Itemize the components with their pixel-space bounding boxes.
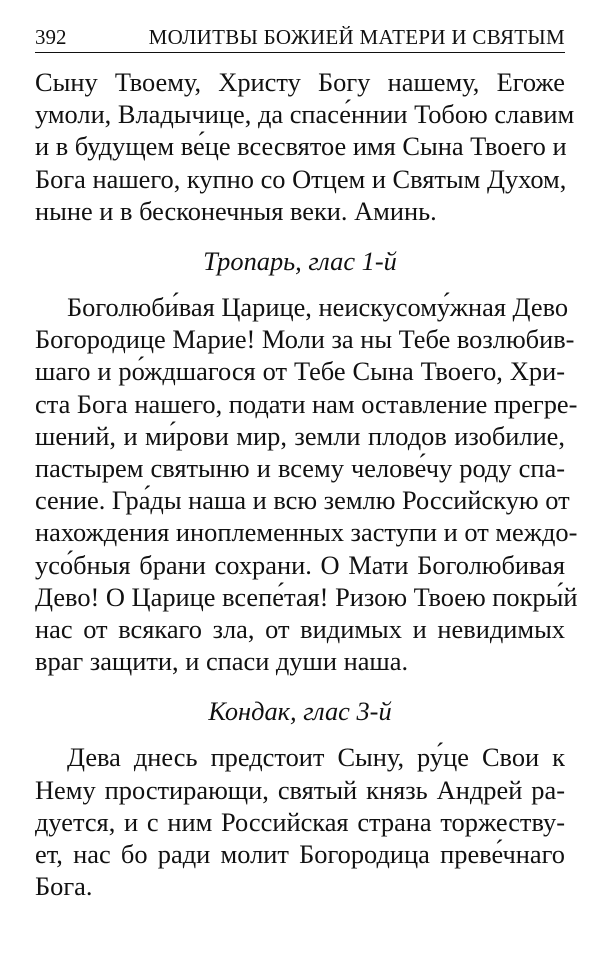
prayer-ending-paragraph [35, 66, 575, 227]
section-title: МОЛИТВЫ БОЖИЕЙ МАТЕРИ И СВЯТЫМ [148, 25, 565, 49]
text-line: Дево! О Царице всепе́тая! Ризою Твоею покры́й [35, 581, 578, 612]
troparion-paragraph [35, 291, 578, 677]
text-line: сение. Гра́ды наша и всю землю Российскую от [35, 485, 570, 516]
text-line: умоли, Владычице, да спасе́ннии Тобою славим [35, 99, 575, 130]
body-text [35, 66, 578, 902]
text-line: враг защити, и спаси души наша. [35, 646, 409, 677]
text-line: усо́бныя брани сохрани. О Мати Боголюбивая [35, 549, 565, 580]
running-head [35, 24, 565, 53]
troparion-heading: Тропарь, глас 1-й [203, 246, 397, 277]
text-line: ет, нас бо ради молит Богородица преве́чнаго [35, 839, 565, 870]
kontakion-paragraph [35, 741, 565, 902]
text-line: нас от всякаго зла, от видимых и невидимых [35, 614, 565, 645]
text-line: и в будущем ве́це всесвятое имя Сына Твоего и [35, 131, 567, 162]
text-line: нахождения иноплеменных заступи и от междо- [35, 517, 578, 548]
kontakion-heading: Кондак, глас 3-й [208, 696, 392, 727]
text-line: ныне и в бесконечныя веки. Аминь. [35, 195, 437, 226]
text-line: Дева днесь предстоит Сыну, ру́це Свои к [67, 742, 565, 773]
text-line: шений, и ми́рови мир, земли плодов изобилие, [35, 420, 565, 451]
text-line: дуется, и с ним Российская страна торжеству- [35, 806, 565, 837]
text-line: Сыну Твоему, Христу Богу нашему, Егоже [35, 67, 565, 97]
text-line: ста Бога нашего, подати нам оставление прегре- [35, 388, 578, 419]
text-line: пастырем святыню и всему челове́чу роду спа- [35, 453, 565, 484]
text-line: Богородице Марие! Моли за ны Тебе возлюбив- [35, 324, 575, 355]
text-line: Боголюби́вая Царице, неискусому́жная Дево [67, 292, 569, 323]
text-line: Бога. [35, 871, 93, 902]
text-line: шаго и ро́ждшагося от Тебе Сына Твоего, Хри- [35, 356, 565, 387]
text-line: Бога нашего, купно со Отцем и Святым Духом, [35, 163, 567, 194]
page-number: 392 [35, 25, 67, 49]
text-line: Нему простирающи, святый князь Андрей ра- [35, 774, 565, 805]
